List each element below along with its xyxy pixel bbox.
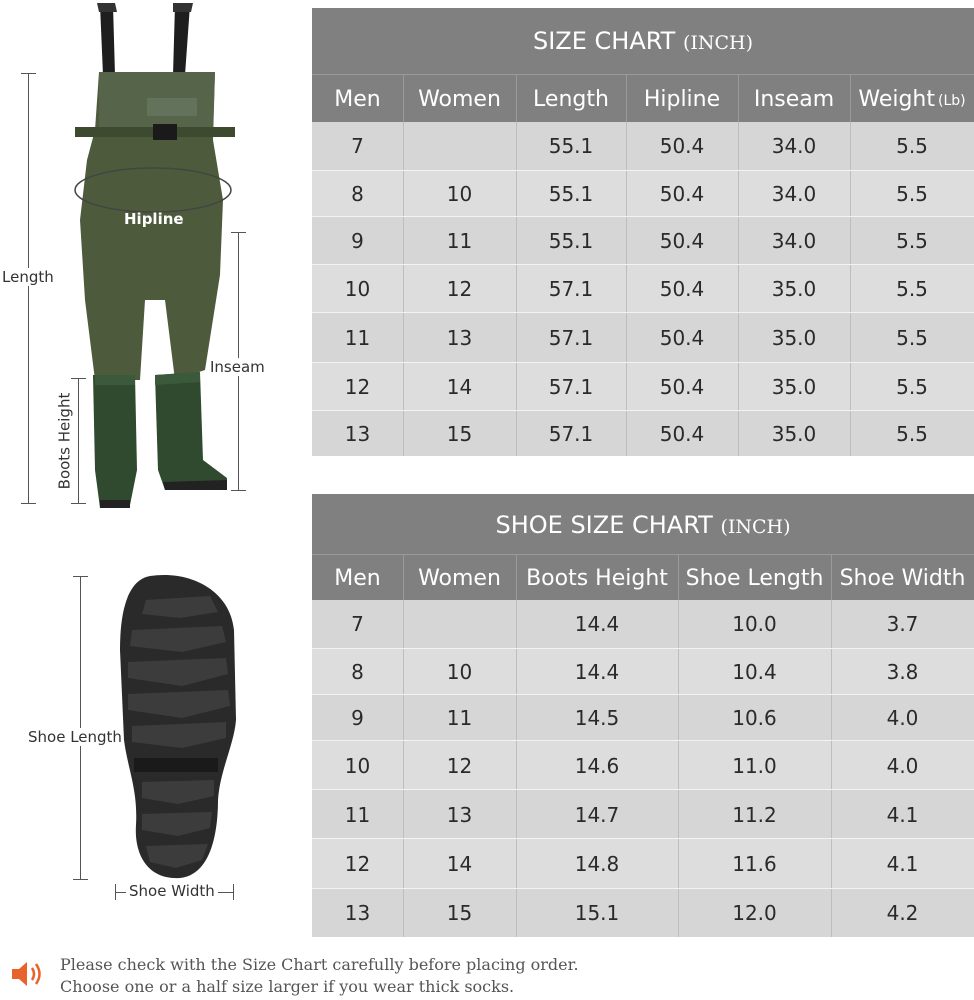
table-cell: 14.7: [574, 802, 620, 827]
hipline-label: Hipline: [124, 210, 184, 228]
header-women: Women: [418, 86, 501, 112]
table-cell: [403, 600, 516, 648]
table-cell: 12: [446, 753, 473, 778]
header-hipline: Hipline: [643, 86, 721, 112]
table-cell: 14: [446, 852, 473, 876]
shoe-chart-title-unit: (INCH): [720, 516, 791, 538]
header-shoe-length: Shoe Length: [685, 565, 824, 591]
table-cell: 12: [344, 375, 371, 399]
table-cell: 5.5: [896, 277, 928, 301]
shoe-chart-title: [312, 494, 974, 554]
size-chart-title-unit: (INCH): [682, 32, 754, 54]
table-cell: 4.0: [886, 753, 919, 778]
table-cell: 14.6: [574, 753, 620, 778]
table-cell: 10.6: [732, 706, 777, 730]
table-cell: 13: [446, 802, 473, 827]
table-cell: 12.0: [732, 901, 777, 925]
table-cell: 10: [446, 660, 473, 684]
table-cell: 10.0: [732, 612, 777, 636]
table-cell: 35.0: [771, 421, 817, 446]
inseam-label: Inseam: [210, 358, 265, 376]
table-cell: 5.5: [896, 326, 928, 350]
shoe-width-label: Shoe Width: [126, 882, 218, 900]
table-cell: 14.8: [574, 852, 620, 876]
table-cell: 3.7: [886, 612, 919, 636]
table-cell: 4.1: [886, 802, 919, 827]
table-cell: 35.0: [771, 277, 817, 301]
size-chart-title-text: SIZE CHART: [532, 27, 676, 55]
header-women: Women: [418, 565, 501, 591]
header-inseam: Inseam: [753, 86, 835, 112]
table-row: [312, 312, 974, 363]
table-cell: 7: [351, 134, 364, 158]
table-cell: [403, 122, 516, 170]
size-chart-header-row: [312, 74, 974, 123]
table-cell: 8: [351, 182, 364, 206]
table-cell: 15.1: [574, 901, 620, 925]
table-cell: 57.1: [548, 326, 594, 350]
table-cell: 35.0: [771, 375, 817, 399]
table-cell: 11.2: [732, 802, 777, 827]
table-row: [312, 888, 974, 937]
header-men: Men: [334, 565, 381, 591]
table-row: [312, 600, 974, 648]
table-cell: 4.1: [886, 852, 919, 876]
table-cell: 8: [351, 660, 364, 684]
table-cell: 50.4: [659, 182, 705, 206]
table-cell: 11.6: [732, 852, 777, 876]
table-row: [312, 648, 974, 695]
table-cell: 13: [344, 901, 371, 925]
table-row: [312, 789, 974, 839]
table-cell: 11: [446, 706, 473, 730]
table-row: [312, 740, 974, 790]
table-cell: 12: [344, 852, 371, 876]
table-cell: 5.5: [896, 134, 928, 158]
notice-line-2: Choose one or a half size larger if you wear thick socks.: [60, 977, 515, 996]
header-shoe-width: Shoe Width: [839, 565, 966, 591]
table-cell: 11: [344, 802, 371, 827]
table-cell: 50.4: [659, 326, 705, 350]
table-cell: 57.1: [548, 421, 594, 446]
table-cell: 34.0: [771, 134, 817, 158]
table-row: [312, 694, 974, 741]
table-cell: 10: [446, 182, 473, 206]
table-cell: 50.4: [659, 375, 705, 399]
table-cell: 13: [344, 421, 371, 446]
table-row: [312, 170, 974, 217]
size-chart-table: [312, 8, 974, 456]
table-cell: 11: [446, 229, 473, 253]
table-cell: 14: [446, 375, 473, 399]
table-row: [312, 122, 974, 170]
table-cell: 14.4: [574, 612, 620, 636]
header-men: Men: [334, 86, 381, 112]
shoe-length-label: Shoe Length: [28, 728, 122, 746]
table-cell: 35.0: [771, 326, 817, 350]
table-cell: 34.0: [771, 229, 817, 253]
table-cell: 4.2: [886, 901, 919, 925]
table-cell: 5.5: [896, 375, 928, 399]
table-row: [312, 838, 974, 889]
shoe-chart-header-row: [312, 554, 974, 601]
table-cell: 5.5: [896, 182, 928, 206]
table-cell: 50.4: [659, 421, 705, 446]
header-weight-text: Weight: [858, 86, 936, 112]
header-length: Length: [533, 86, 609, 112]
table-cell: 15: [446, 901, 473, 925]
sole-image: [110, 570, 240, 882]
table-row: [312, 264, 974, 313]
table-cell: 11: [344, 326, 371, 350]
header-weight: [850, 75, 974, 123]
table-cell: 14.4: [574, 660, 620, 684]
table-cell: 11.0: [732, 753, 777, 778]
length-label: Length: [2, 268, 54, 286]
shoe-chart-title-text: SHOE SIZE CHART: [495, 511, 713, 539]
table-row: [312, 362, 974, 411]
table-cell: 50.4: [659, 277, 705, 301]
table-cell: 9: [351, 229, 364, 253]
table-cell: 12: [446, 277, 473, 301]
table-cell: 50.4: [659, 134, 705, 158]
table-cell: 50.4: [659, 229, 705, 253]
header-boots-height: Boots Height: [526, 565, 668, 591]
table-cell: 14.5: [574, 706, 620, 730]
table-cell: 57.1: [548, 375, 594, 399]
header-weight-unit: (Lb): [938, 93, 966, 109]
table-row: [312, 410, 974, 456]
table-cell: 55.1: [548, 229, 594, 253]
table-cell: 10.4: [732, 660, 777, 684]
speaker-icon: [8, 958, 48, 990]
table-cell: 3.8: [886, 660, 919, 684]
table-cell: 9: [351, 706, 364, 730]
table-cell: 34.0: [771, 182, 817, 206]
table-cell: 55.1: [548, 134, 594, 158]
table-cell: 7: [351, 612, 364, 636]
size-chart-title: [312, 8, 974, 74]
table-cell: 13: [446, 326, 473, 350]
shoe-chart-table: [312, 494, 974, 936]
table-cell: 57.1: [548, 277, 594, 301]
table-cell: 10: [344, 753, 371, 778]
table-cell: 5.5: [896, 229, 928, 253]
table-cell: 5.5: [896, 421, 928, 446]
table-cell: 10: [344, 277, 371, 301]
table-cell: 15: [446, 421, 473, 446]
table-row: [312, 216, 974, 265]
wader-image: [55, 0, 255, 512]
boots-height-label: Boots Height: [55, 392, 74, 490]
table-cell: 4.0: [886, 706, 919, 730]
table-cell: 55.1: [548, 182, 594, 206]
notice-line-1: Please check with the Size Chart carefully before placing order.: [60, 955, 579, 974]
